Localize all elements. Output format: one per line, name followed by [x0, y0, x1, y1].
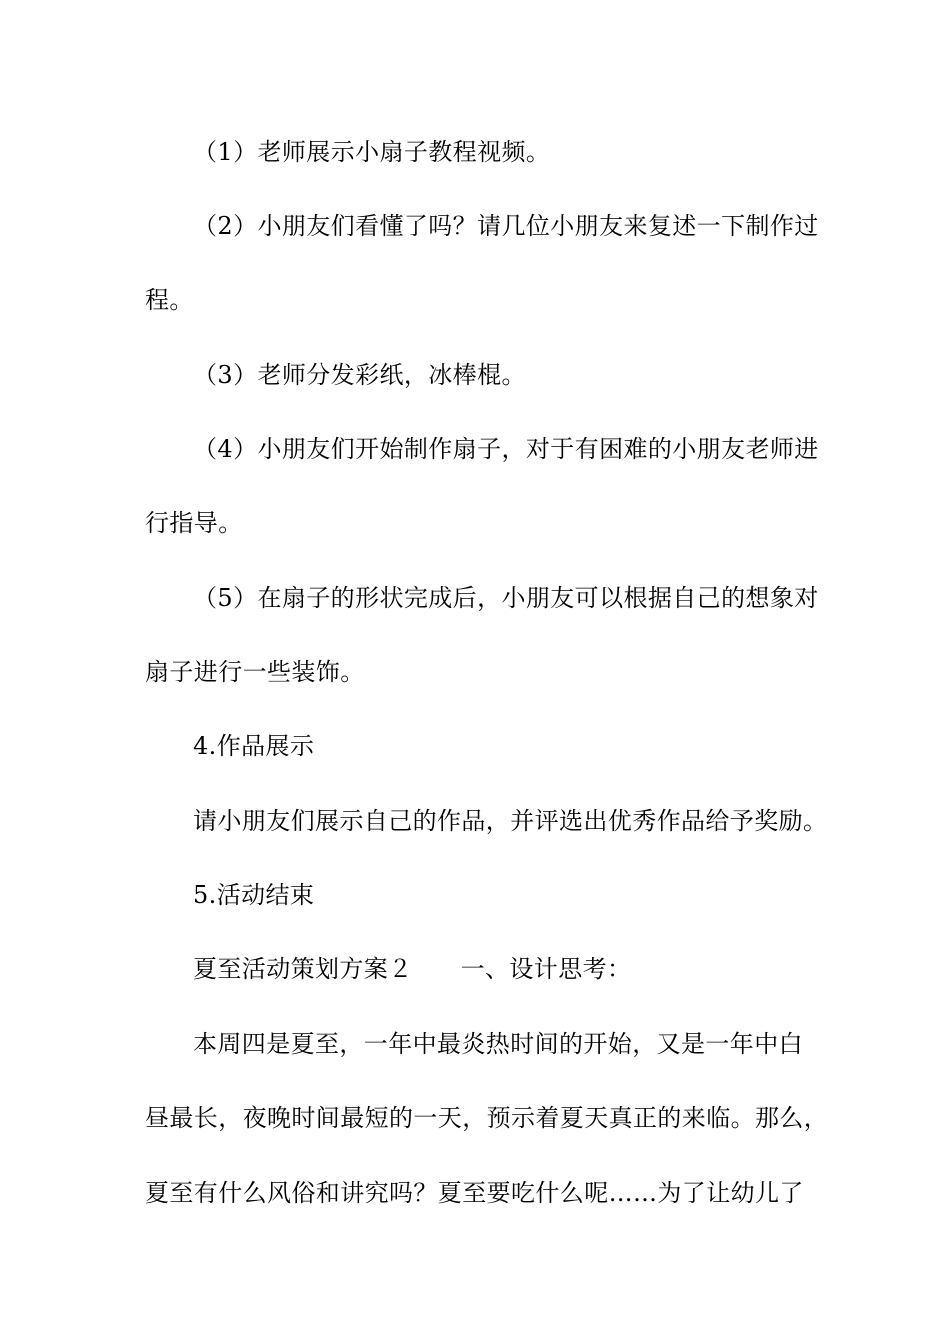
plan-title-line — [193, 954, 631, 984]
paragraph-step-5: （5）在扇子的形状完成后，小朋友可以根据自己的想象对 — [193, 584, 819, 612]
plan-title: 夏至活动策划方案２ — [193, 955, 413, 983]
paragraph-works-display: 请小朋友们展示自己的作品，并评选出优秀作品给予奖励。 — [193, 807, 828, 835]
paragraph-step-2-continued: 程。 — [145, 286, 194, 314]
section-heading-activity-end: 5.活动结束 — [193, 881, 315, 909]
section-heading-design-thinking: 一、设计思考： — [460, 955, 632, 983]
paragraph-design-thinking: 本周四是夏至，一年中最炎热时间的开始，又是一年中白 — [193, 1030, 803, 1058]
paragraph-step-3: （3）老师分发彩纸，冰棒棍。 — [193, 361, 526, 389]
paragraph-step-2: （2）小朋友们看懂了吗？请几位小朋友来复述一下制作过 — [193, 212, 819, 240]
section-heading-works-display: 4.作品展示 — [193, 732, 315, 760]
paragraph-design-thinking-line-3: 夏至有什么风俗和讲究吗？夏至要吃什么呢……为了让幼儿了 — [145, 1179, 804, 1207]
paragraph-step-4-continued: 行指导。 — [145, 509, 243, 537]
paragraph-step-4: （4）小朋友们开始制作扇子，对于有困难的小朋友老师进 — [193, 435, 819, 463]
paragraph-design-thinking-line-2: 昼最长，夜晚时间最短的一天，预示着夏天真正的来临。那么， — [145, 1104, 829, 1132]
paragraph-step-5-continued: 扇子进行一些装饰。 — [145, 658, 365, 686]
paragraph-step-1: （1）老师展示小扇子教程视频。 — [193, 138, 551, 166]
